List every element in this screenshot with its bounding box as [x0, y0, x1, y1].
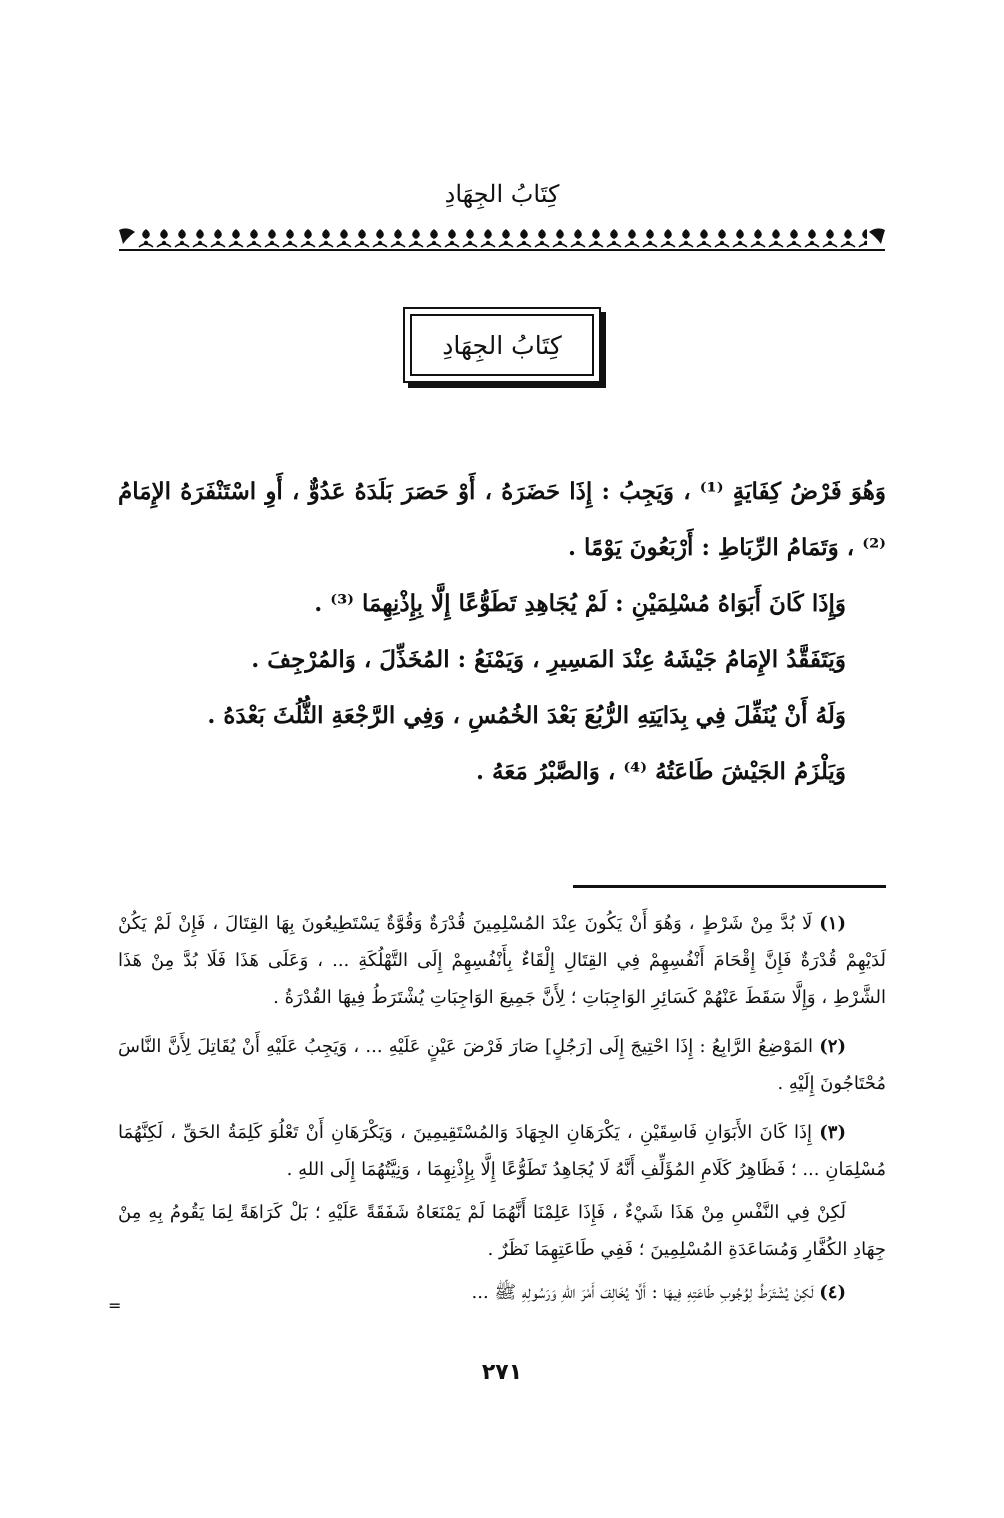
chapter-title-frame	[403, 307, 601, 383]
footnote-2	[118, 1028, 886, 1102]
main-paragraph: وَيَتَفَقَّدُ الإِمَامُ جَيْشَهُ عِنْدَ المَسِيرِ ، وَيَمْنَعُ : المُخَذِّلَ ، وَالمُرْجِفَ .	[251, 646, 846, 673]
main-paragraph: وَهُوَ فَرْضُ كِفَايَةٍ ⁽¹⁾ ، وَيَجِبُ : إِذَا حَضَرَهُ ، أَوْ حَصَرَ بَلَدَهُ عَدُوٌّ ، أَوِ اسْتَنْفَرَهُ الإِمَامُ ⁽²⁾ ، وَتَمَامُ الرِّبَاطِ : أَرْبَعُونَ يَوْمًا .	[118, 478, 886, 561]
footnote-text: المَوْضِعُ الرَّابِعُ : إِذَا احْتِيجَ إِلَى [رَجُلٍ] صَارَ فَرْضَ عَيْنٍ عَلَيْهِ ... ، وَيَجِبُ عَلَيْهِ أَنْ يُقَاتِلَ لِأَنَّ النَّاسَ مُحْتَاجُونَ إِلَيْهِ .	[118, 1036, 886, 1094]
footnote-text: إِذَا كَانَ الأَبَوَانِ فَاسِقَيْنِ ، يَكْرَهَانِ الجِهَادَ وَالمُسْتَقِيمِينَ ، وَيَكْرَهَانِ أَنْ تَعْلُوَ كَلِمَةُ الحَقِّ ، لَكِنَّهُمَا مُسْلِمَانِ ... ؛ فَظَاهِرُ كَلَامِ المُؤَلِّفِ أَنَّهُ لَا يُجَاهِدُ تَطَوُّعًا إِلَّا بِإِذْنِهِمَا ، وَنِيَّتُهُمَا إِلَى اللهِ .	[118, 1122, 886, 1180]
footnote-marker: (١)	[819, 913, 846, 934]
footnote-3	[118, 1114, 886, 1188]
continuation-mark: =	[108, 1296, 122, 1315]
footnotes	[118, 905, 886, 1323]
main-paragraph: وَيَلْزَمُ الجَيْشَ طَاعَتُهُ ⁽⁴⁾ ، وَالصَّبْرُ مَعَهُ .	[476, 758, 846, 785]
footnote-4	[118, 1274, 886, 1311]
footnote-separator	[573, 885, 886, 888]
ornamental-border	[119, 226, 885, 252]
footnote-text: لَكِنْ فِي النَّفْسِ مِنْ هَذَا شَيْءٌ ، فَإِذَا عَلِمْنَا أَنَّهُمَا لَمْ يَمْنَعَاهُ شَفَقَةً عَلَيْهِ ؛ بَلْ كَرَاهَةً لِمَا يَقُومُ بِهِ مِنْ جِهَادِ الكُفَّارِ وَمُسَاعَدَةِ المُسْلِمِينَ ؛ فَفِي طَاعَتِهِمَا نَظَرٌ .	[118, 1202, 886, 1260]
footnote-3-continued	[118, 1194, 886, 1268]
footnote-text: لَا بُدَّ مِنْ شَرْطٍ ، وَهُوَ أَنْ يَكُونَ عِنْدَ المُسْلِمِينَ قُدْرَةٌ وَقُوَّةٌ يَسْتَطِيعُونَ بِهَا القِتَالَ ، فَإِنْ لَمْ يَكُنْ لَدَيْهِمْ قُدْرَةٌ فَإِنَّ إِقْحَامَ أَنْفُسِهِمْ فِي القِتَالِ إِلْقَاءٌ بِأَنْفُسِهِمْ إِلَى التَّهْلُكَةِ ... ، وَعَلَى هَذَا فَلَا بُدَّ مِنْ هَذَا الشَّرْطِ ، وَإِلَّا سَقَطَ عَنْهُمْ كَسَائِرِ الوَاجِبَاتِ ؛ لِأَنَّ جَمِيعَ الوَاجِبَاتِ يُشْتَرَطُ فِيهَا القُدْرَةُ .	[118, 913, 886, 1008]
footnote-marker: (٤)	[819, 1282, 846, 1303]
main-text	[118, 464, 886, 800]
footnote-marker: (٣)	[819, 1122, 846, 1143]
main-paragraph: وَإِذَا كَانَ أَبَوَاهُ مُسْلِمَيْنِ : لَمْ يُجَاهِدِ تَطَوُّعًا إِلَّا بِإِذْنِهِمَا ⁽³⁾ .	[314, 590, 846, 617]
footnote-marker: (٢)	[819, 1036, 846, 1057]
page-number: ٢٧١	[481, 1360, 523, 1385]
footnote-text: لَكِنْ يُشْتَرَطُ لِوُجُوبِ طَاعَتِهِ فِيهَا : أَلَّا يُخَالِفَ أَمْرَ اللهِ وَرَسُولِهِ ﷺ ...	[471, 1282, 814, 1303]
footnote-1	[118, 905, 886, 1016]
running-header: كِتَابُ الجِهَادِ	[444, 180, 560, 208]
chapter-title: كِتَابُ الجِهَادِ	[410, 314, 594, 376]
main-paragraph: وَلَهُ أَنْ يُنَفِّلَ فِي بِدَايَتِهِ الرُّبُعَ بَعْدَ الخُمُسِ ، وَفِي الرَّجْعَةِ الثُّلُثَ بَعْدَهُ .	[207, 702, 846, 729]
